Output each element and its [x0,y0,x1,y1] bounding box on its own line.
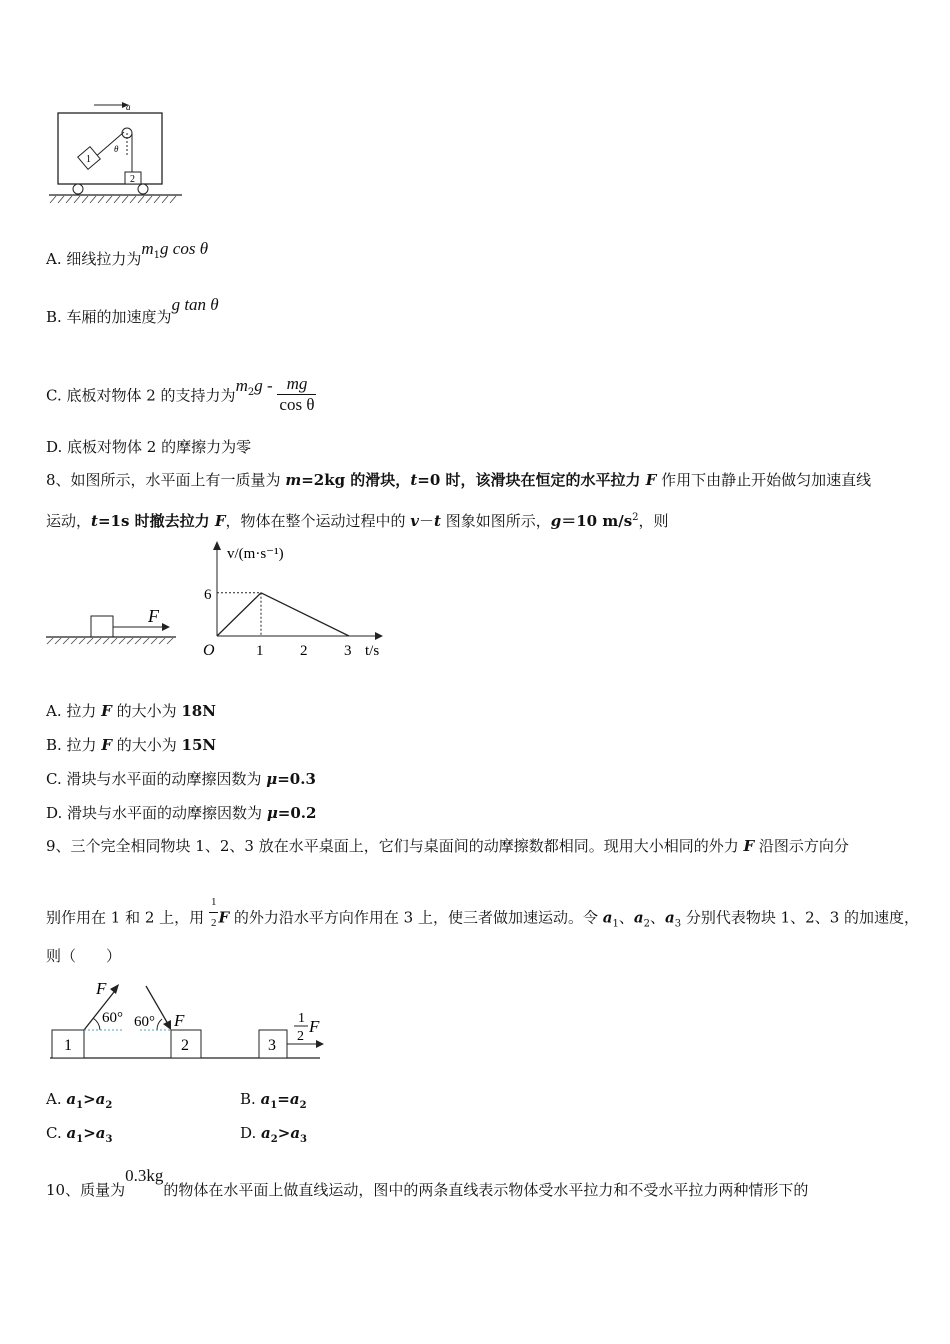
fraction-denominator: cos θ [279,395,315,414]
force-f3-label: F [309,1017,320,1036]
half-num: 1 [298,1011,305,1026]
option-7c[interactable] [46,376,316,417]
question-9-line3: 则（ ） [46,947,122,965]
accel-label: a [126,102,131,112]
question-10: 10、质量为0.3kg的物体在水平面上做直线运动，图中的两条直线表示物体受水平拉力和不受水平拉力两种情形下的 [46,1166,809,1199]
block1-label: 1 [86,154,91,165]
question-9-line2: 别作用在 1 和 2 上，用 $\frac{1}{2}$ F 的外力沿水平方向作用在 3 上，使三者做加速运动。令 $a_1$、$a_2$、$a_3$ 分别代表物块 1、2、3 的加速度， [46,898,919,939]
option-9-a[interactable]: A. $a_1>a_2$ [46,1090,113,1111]
angle2-label: 60° [134,1014,155,1030]
option-7b-text: B. 车厢的加速度为 [46,308,172,326]
option-7a-formula: g cos θ [160,239,209,258]
block3-label: 3 [268,1037,276,1054]
y-axis-label: v/(m·s⁻¹) [227,546,284,562]
cart-figure [44,100,189,210]
option-7b[interactable] [46,295,219,327]
theta-label: θ [114,144,119,154]
option-7c-fraction [277,374,316,415]
x-tick-label: 3 [344,643,352,659]
option-7c-g: g - [254,375,273,395]
option-8-a[interactable]: A. 拉力 F 的大小为 18N [46,702,216,720]
question-8-line2: 运动，t=1s 时撤去拉力 F，物体在整个运动过程中的 v－t 图象如图所示，g＝10 $m/s^2$，则 [46,512,669,530]
block1-label: 1 [64,1037,72,1054]
y-tick-label: 6 [204,586,212,603]
option-8-c[interactable]: C. 滑块与水平面的动摩擦因数为 μ=0.3 [46,770,316,788]
x-tick-label: 1 [256,643,264,659]
origin-label: O [203,642,215,659]
option-9-b[interactable]: B. $a_1=a_2$ [240,1090,307,1111]
question-8-line1: 8、如图所示，水平面上有一质量为 m=2kg 的滑块，t=0 时，该滑块在恒定的水平拉力 F 作用下由静止开始做匀加速直线 [46,471,872,489]
option-8-b[interactable]: B. 拉力 F 的大小为 15N [46,736,217,754]
option-9-d[interactable]: D. $a_2>a_3$ [240,1124,308,1145]
option-7c-m: m [235,375,248,395]
x-axis-arrow [375,632,383,640]
force-f1-label: F [96,979,107,998]
velocity-segment-2 [261,593,349,636]
block2-label: 2 [181,1037,189,1054]
option-7a[interactable] [46,239,209,271]
option-7a-m: m [141,239,154,258]
option-7b-formula: g tan θ [171,295,219,314]
x-axis-label: t/s [365,643,380,659]
force-f2-label: F [174,1011,185,1030]
block2-label: 2 [130,174,135,185]
velocity-segment-1 [217,593,261,636]
three-blocks-figure [44,978,334,1063]
block-force-figure [44,600,184,650]
option-8-d[interactable]: D. 滑块与水平面的动摩擦因数为 μ=0.2 [46,804,317,822]
angle1-label: 60° [102,1010,123,1026]
option-9-c[interactable]: C. $a_1>a_3$ [46,1124,113,1145]
option-7d-text: D. 底板对物体 2 的摩擦力为零 [46,438,252,456]
vt-chart [195,538,395,663]
option-7d[interactable] [46,436,251,457]
option-7a-text: A. 细线拉力为 [46,250,142,268]
x-tick-label: 2 [300,643,308,659]
fraction-numerator: mg [277,374,316,395]
y-axis-arrow [213,541,221,550]
question-9-line1: 9、三个完全相同物块 1、2、3 放在水平桌面上，它们与桌面间的动摩擦数都相同。现用大小相同的外力 F 沿图示方向分 [46,837,849,855]
half-den: 2 [297,1029,304,1044]
option-7c-sub: 2 [247,386,255,398]
option-7a-sub: 1 [153,250,161,261]
option-7c-text: C. 底板对物体 2 的支持力为 [46,386,236,405]
force-label: F [148,606,159,626]
half-fraction: $\frac{1}{2}$ [209,892,219,933]
mass-value: 0.3kg [125,1166,164,1185]
